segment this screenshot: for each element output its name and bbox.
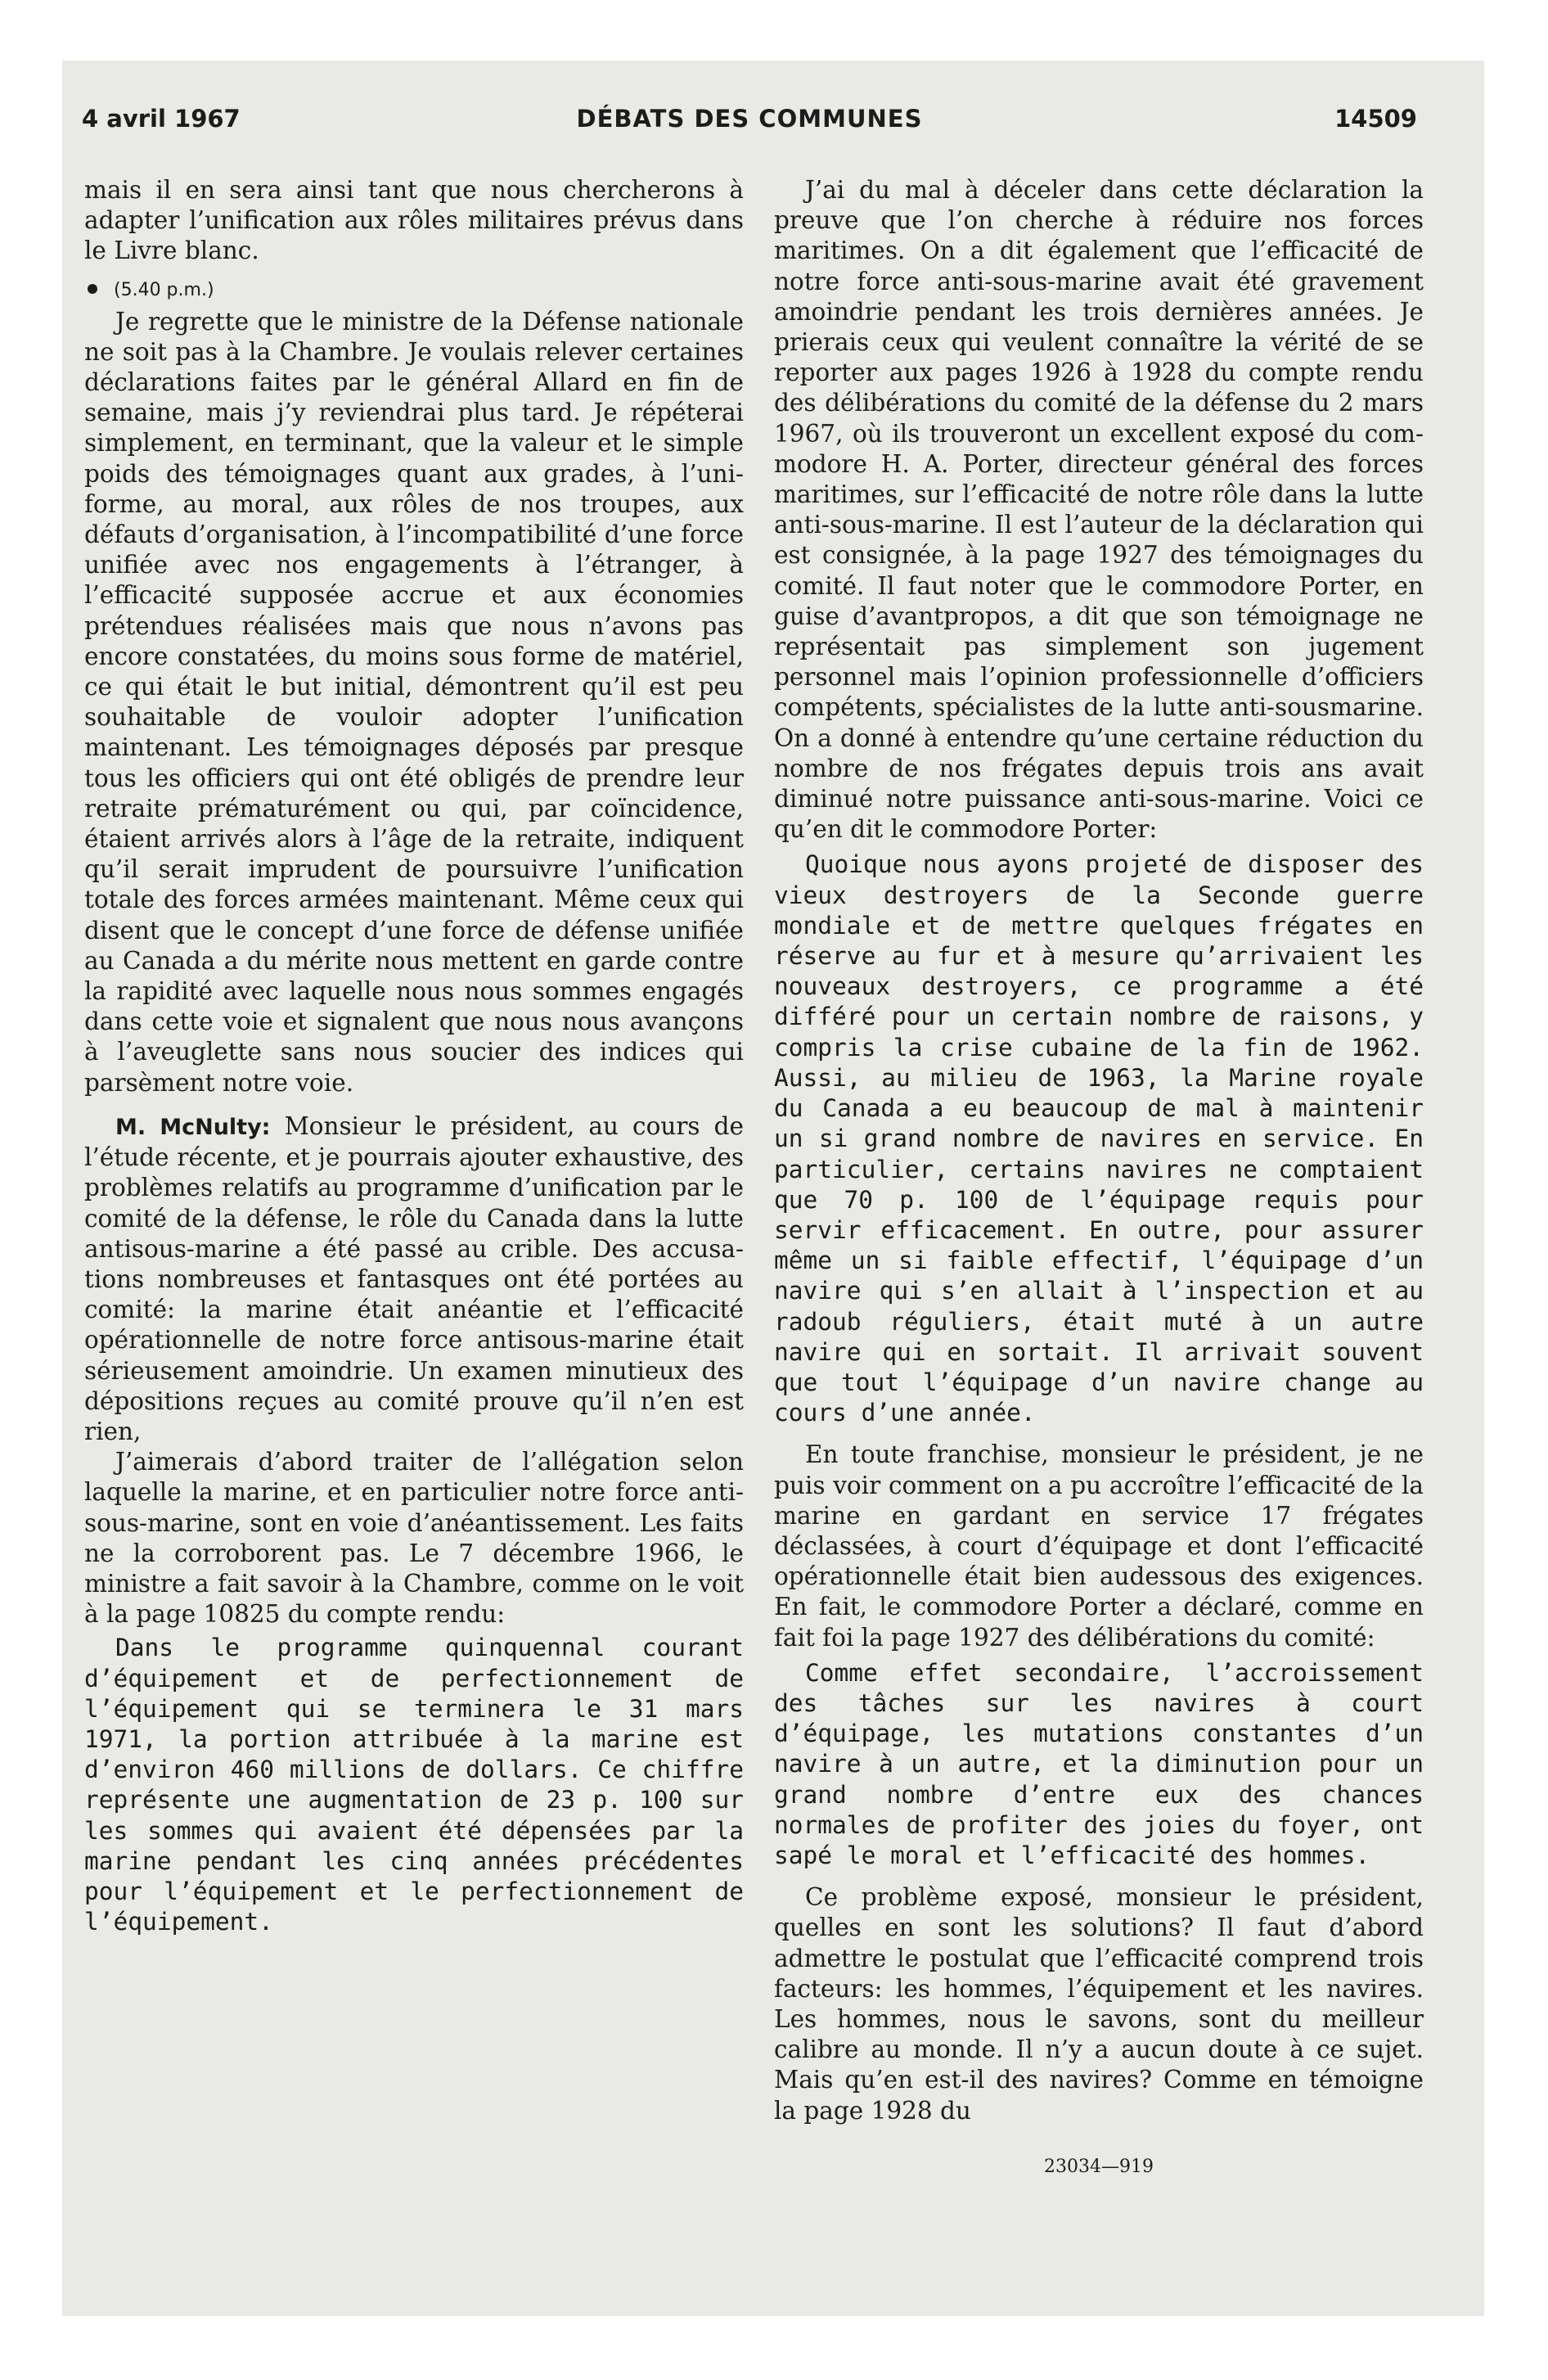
block-quote: Comme effet secondaire, l’accroissement des tâches sur les navires à court d’équipage, les mutations constantes d’un navire à un autre, et la diminution pour un grand nombre d’entre eux des chances normales de profiter des joies du foyer, ont sapé le moral et l’efficacité des hommes.: [774, 1658, 1424, 1869]
block-quote: Dans le programme quinquennal courant d’équipement et de perfectionnement de l’équipement qui se terminera le 31 mars 1971, la portion attribuée à la marine est d’environ 460 millions de dollars. Ce chiffre représente une augmentation de 23 p. 100 sur les sommes qui avaient été dépensées par la marine pendant les cinq années précédentes pour l’équipement et le perfectionnement de l’équipement.: [84, 1634, 744, 1936]
time-stamp-text: (5.40 p.m.): [114, 279, 214, 300]
header-date: 4 avril 1967: [82, 105, 241, 133]
paragraph: En toute franchise, monsieur le président, je ne puis voir comment on a pu accroître l’efficacité de la marine en gardant en service 17 frégates déclassées, à court d’équipage et dont l’efficacité opérationnelle était bien audessous des exigences. En fait, le commodore Porter a déclaré, comme en fait foi la page 1927 des délibérations du comité:: [774, 1440, 1424, 1652]
paragraph: Ce problème exposé, monsieur le président, quelles en sont les solutions? Il faut d’abord admettre le postulat que l’efficacité comprend trois facteurs: les hommes, l’équipement et les navires. Les hommes, nous le savons, sont du meilleur calibre au monde. Il n’y a aucun doute à ce sujet. Mais qu’en est-il des navires? Comme en témoigne la page 1928 du: [774, 1883, 1424, 2125]
page-header: [82, 105, 1417, 137]
speech-text: Monsieur le président, au cours de l’étude récente, et je pourrais ajouter exhaustive, des problèmes relatifs au programme d’unification par le comité de la défense, le rôle du Canada dans la lutte antisous-marine a été passé au crible. Des accusations nombreuses et fantasques ont été portées au comité: la marine était anéantie et l’efficacité opérationnelle de notre force antisous-marine était sérieusement amoindrie. Un examen minutieux des dépositions reçues au comité prouve qu’il n’en est rien,: [84, 1111, 744, 1445]
footer-code: 23034—919: [1044, 2157, 1154, 2177]
paragraph-speaker: [84, 1111, 744, 1447]
paragraph: Je regrette que le ministre de la Défense nationale ne soit pas à la Chambre. Je voulais relever certaines déclarations faites par le général Allard en fin de semaine, mais j’y reviendrai plus tard. Je répéterai simplement, en terminant, que la valeur et le simple poids des témoignages quant aux grades, à l’uniforme, au moral, aux rôles de nos troupes, aux défauts d’organisation, à l’incompatibilité d’une force unifiée avec nos engagements à l’étranger, à l’efficacité supposée accrue et aux économies prétendues réalisées mais que nous n’avons pas encore constatées, du moins sous forme de matériel, ce qui était le but initial, démontrent qu’il est peu souhaitable de vouloir adopter l’unification maintenant. Les témoignages déposés par presque tous les officiers qui ont été obligés de prendre leur retraite prématurément ou qui, par coïncidence, étaient arrivés alors à l’âge de la retraite, indiquent qu’il serait imprudent de poursuivre l’unification totale des forces armées maintenant. Même ceux qui disent que le concept d’une force de défense unifiée au Canada a du mérite nous mettent en garde contre la rapidité avec laquelle nous nous sommes engagés dans cette voie et signalent que nous nous avançons à l’aveuglette sans nous soucier des indices qui parsèment notre voie.: [84, 307, 744, 1097]
paragraph: J’ai du mal à déceler dans cette déclaration la preuve que l’on cherche à réduire nos forces maritimes. On a dit également que l’efficacité de notre force anti-sous-marine avait été gravement amoindrie pendant les trois dernières années. Je prierais ceux qui veulent connaître la vérité de se reporter aux pages 1926 à 1928 du compte rendu des délibérations du comité de la défense du 2 mars 1967, où ils trouveront un excellent exposé du commodore H. A. Porter, directeur général des forces maritimes, sur l’efficacité de notre rôle dans la lutte anti-sous-marine. Il est l’auteur de la déclaration qui est consignée, à la page 1927 des témoignages du comité. Il faut noter que le commodore Porter, en guise d’avantpropos, a dit que son témoignage ne représentait pas simplement son jugement personnel mais l’opinion professionnelle d’officiers compétents, spécialistes de la lutte anti-sousmarine. On a donné à entendre qu’une certaine réduction du nombre de nos frégates depuis trois ans avait diminué notre puissance anti-sous-marine. Voici ce qu’en dit le commodore Porter:: [774, 176, 1424, 844]
time-stamp: [88, 275, 744, 305]
paragraph: J’aimerais d’abord traiter de l’allégation selon laquelle la marine, et en particulier notre force anti-sous-marine, sont en voie d’anéantissement. Les faits ne la corroborent pas. Le 7 décembre 1966, le ministre a fait savoir à la Chambre, comme on le voit à la page 10825 du compte rendu:: [84, 1448, 744, 1629]
left-column: [84, 175, 744, 1937]
paragraph: mais il en sera ainsi tant que nous chercherons à adapter l’unification aux rôles militaires prévus dans le Livre blanc.: [84, 176, 744, 265]
header-page-number: 14509: [1334, 105, 1417, 133]
speaker-name: M. McNulty:: [115, 1114, 271, 1140]
header-title: DÉBATS DES COMMUNES: [576, 105, 923, 133]
bullet-icon: [88, 284, 97, 294]
right-column: [774, 175, 1424, 2126]
spacer: [84, 1098, 744, 1111]
block-quote: Quoique nous ayons projeté de disposer des vieux destroyers de la Seconde guerre mondiale et de mettre quelques frégates en réserve au fur et à mesure qu’arrivaient les nouveaux destroyers, ce programme a été différé pour un certain nombre de raisons, y compris la crise cubaine de la fin de 1962. Aussi, au milieu de 1963, la Marine royale du Canada a eu beaucoup de mal à maintenir un si grand nombre de navires en service. En particulier, certains navires ne comptaient que 70 p. 100 de l’équipage requis pour servir efficacement. En outre, pour assurer même un si faible effectif, l’équipage d’un navire qui s’en allait à l’inspection et au radoub réguliers, était muté à un autre navire qui en sortait. Il arrivait souvent que tout l’équipage d’un navire change au cours d’une année.: [774, 850, 1424, 1427]
